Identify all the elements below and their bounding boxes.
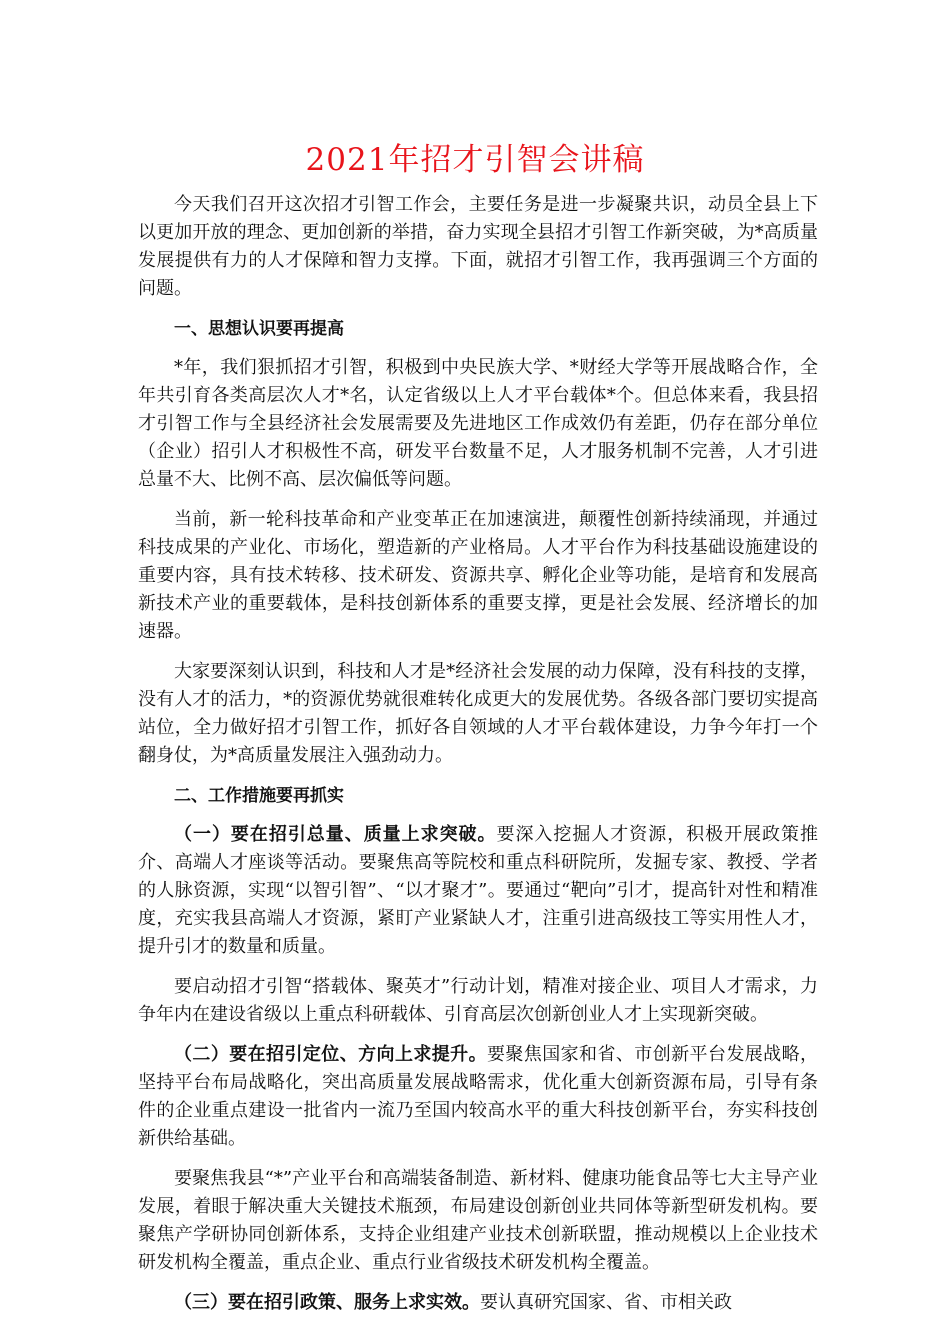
document-body: [138, 191, 818, 1329]
paragraph-text: 要深入挖掘人才资源，积极开展政策推介、高端人才座谈等活动。要聚焦高等院校和重点科研院所，发掘专家、教授、学者的人脉资源，实现“以智引智”、“以才聚才”。要通过“靶向”引才，提高针对性和精准度，充实我县高端人才资源，紧盯产业紧缺人才，注重引进高级技工等实用性人才，提升引才的数量和质量。: [138, 824, 818, 957]
document-title: 2021年招才引智会讲稿: [305, 142, 645, 178]
subsection-heading-3: （三）要在招引政策、服务上求实效。: [174, 1292, 480, 1313]
paragraph: 当前，新一轮科技革命和产业变革正在加速演进，颠覆性创新持续涌现，并通过科技成果的产业化、市场化，塑造新的产业格局。人才平台作为科技基础设施建设的重要内容，具有技术转移、技术研发、资源共享、孵化企业等功能，是培育和发展高新技术产业的重要载体，是科技创新体系的重要支撑，更是社会发展、经济增长的加速器。: [138, 509, 818, 642]
paragraph: 要聚焦我县“*”产业平台和高端装备制造、新材料、健康功能食品等七大主导产业发展，着眼于解决重大关键技术瓶颈，布局建设创新创业共同体等新型研发机构。要聚焦产学研协同创新体系，支持企业组建产业技术创新联盟，推动规模以上企业技术研发机构全覆盖，重点企业、重点行业省级技术研发机构全覆盖。: [138, 1168, 818, 1273]
paragraph: 要启动招才引智“搭载体、聚英才”行动计划，精准对接企业、项目人才需求，力争年内在建设省级以上重点科研载体、引育高层次创新创业人才上实现新突破。: [138, 976, 818, 1025]
paragraph-subsection-3: [138, 1289, 818, 1317]
paragraph-text: 要认真研究国家、省、市相关政: [480, 1292, 732, 1313]
subsection-heading-1: （一）要在招引总量、质量上求突破。: [174, 824, 497, 845]
paragraph-subsection-1: [138, 821, 818, 961]
paragraph-intro: 今天我们召开这次招才引智工作会，主要任务是进一步凝聚共识，动员全县上下以更加开放的理念、更加创新的举措，奋力实现全县招才引智工作新突破，为*高质量发展提供有力的人才保障和智力支撑。下面，就招才引智工作，我再强调三个方面的问题。: [138, 194, 818, 299]
paragraph: *年，我们狠抓招才引智，积极到中央民族大学、*财经大学等开展战略合作，全年共引育各类高层次人才*名，认定省级以上人才平台载体*个。但总体来看，我县招才引智工作与全县经济社会发展需要及先进地区工作成效仍有差距，仍存在部分单位（企业）招引人才积极性不高，研发平台数量不足，人才服务机制不完善，人才引进总量不大、比例不高、层次偏低等问题。: [138, 357, 818, 490]
paragraph-text: 要聚焦国家和省、市创新平台发展战略，坚持平台布局战略化，突出高质量发展战略需求，优化重大创新资源布局，引导有条件的企业重点建设一批省内一流乃至国内较高水平的重大科技创新平台，夯实科技创新供给基础。: [138, 1044, 818, 1149]
subsection-heading-2: （二）要在招引定位、方向上求提升。: [174, 1044, 487, 1065]
section-heading-2: 二、工作措施要再抓实: [174, 786, 344, 806]
paragraph-subsection-2: [138, 1041, 818, 1153]
paragraph: 大家要深刻认识到，科技和人才是*经济社会发展的动力保障，没有科技的支撑，没有人才的活力，*的资源优势就很难转化成更大的发展优势。各级各部门要切实提高站位，全力做好招才引智工作，抓好各自领域的人才平台载体建设，力争今年打一个翻身仗，为*高质量发展注入强劲动力。: [138, 661, 818, 766]
section-heading-1: 一、思想认识要再提高: [174, 319, 344, 339]
